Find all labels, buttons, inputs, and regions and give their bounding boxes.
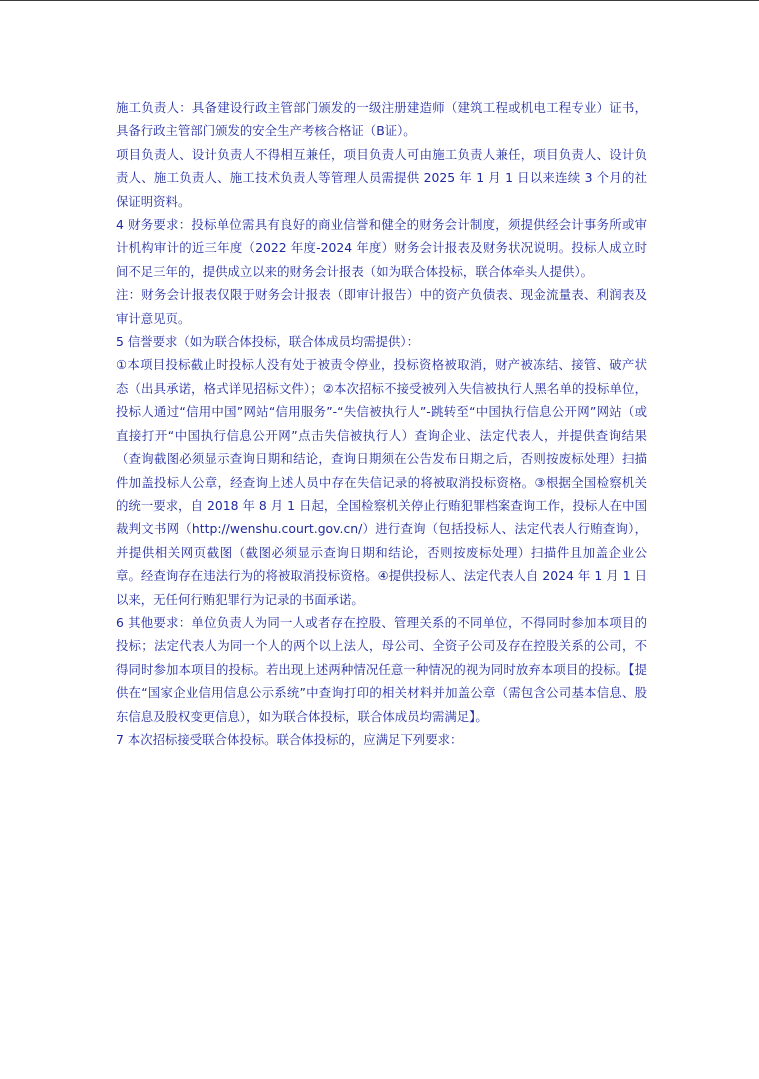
paragraph-credit-heading: 5 信誉要求（如为联合体投标，联合体成员均需提供）：: [116, 334, 419, 350]
paragraph-credit-details: ①本项目投标截止时投标人没有处于被责令停业，投标资格被取消，财产被冻结、接管、破产状态（出具承诺，格式详见招标文件）；②本次招标不接受被列入失信被执行人黑名单的投标单位，投标人通过“信用中国”网站“信用服务”-“失信被执行人”-跳转至“中国执行信息公开网”网站（或直接打开“中国执行信息公开网”点击失信被执行人）查询企业、法定代表人，并提供查询结果（查询截图必须显示查询日期和结论，查询日期须在公告发布日期之后，否则按废标处理）扫描件加盖投标人公章，经查询上述人员中存在失信记录的将被取消投标资格。③根据全国检察机关的统一要求，自 2018 年 8 月 1 日起，全国检察机关停止行贿犯罪档案查询工作，投标人在中国裁判文书网（http://wenshu.court.gov.cn/）进行查询（包括投标人、法定代表人行贿查询），并提供相关网页截图（截图必须显示查询日期和结论，否则按废标处理）扫描件且加盖企业公章。经查询存在违法行为的将被取消投标资格。④提供投标人、法定代表人自 2024 年 1 月 1 日以来，无任何行贿犯罪行为记录的书面承诺。: [116, 357, 647, 607]
paragraph-construction-lead: 施工负责人：具备建设行政主管部门颁发的一级注册建造师（建筑工程或机电工程专业）证书，具备行政主管部门颁发的安全生产考核合格证（B证）。: [116, 100, 647, 139]
paragraph-other-requirements: 6 其他要求：单位负责人为同一人或者存在控股、管理关系的不同单位，不得同时参加本项目的投标；法定代表人为同一个人的两个以上法人，母公司、全资子公司及存在控股关系的公司，不得同时参加本项目的投标。若出现上述两种情况任意一种情况的视为同时放弃本项目的投标。【提供在“国家企业信用信息公示系统”中查询打印的相关材料并加盖公章（需包含公司基本信息、股东信息及股权变更信息），如为联合体投标，联合体成员均需满足】。: [116, 614, 647, 724]
page-top-rule: [0, 0, 759, 1]
document-body: [116, 96, 647, 751]
paragraph-financial-requirements: 4 财务要求：投标单位需具有良好的商业信誉和健全的财务会计制度，须提供经会计事务所或审计机构审计的近三年度（2022 年度-2024 年度）财务会计报表及财务状况说明。投标人成立时间不足三年的，提供成立以来的财务会计报表（如为联合体投标，联合体牵头人提供）。: [116, 217, 647, 279]
paragraph-consortium: 7 本次招标接受联合体投标。联合体投标的，应满足下列要求：: [116, 731, 463, 747]
paragraph-personnel-rules: 项目负责人、设计负责人不得相互兼任，项目负责人可由施工负责人兼任，项目负责人、设计负责人、施工负责人、施工技术负责人等管理人员需提供 2025 年 1 月 1 日以来连续 3 个月的社保证明资料。: [116, 146, 647, 209]
paragraph-financial-note: 注：财务会计报表仅限于财务会计报表（即审计报告）中的资产负债表、现金流量表、利润表及审计意见页。: [116, 287, 647, 326]
